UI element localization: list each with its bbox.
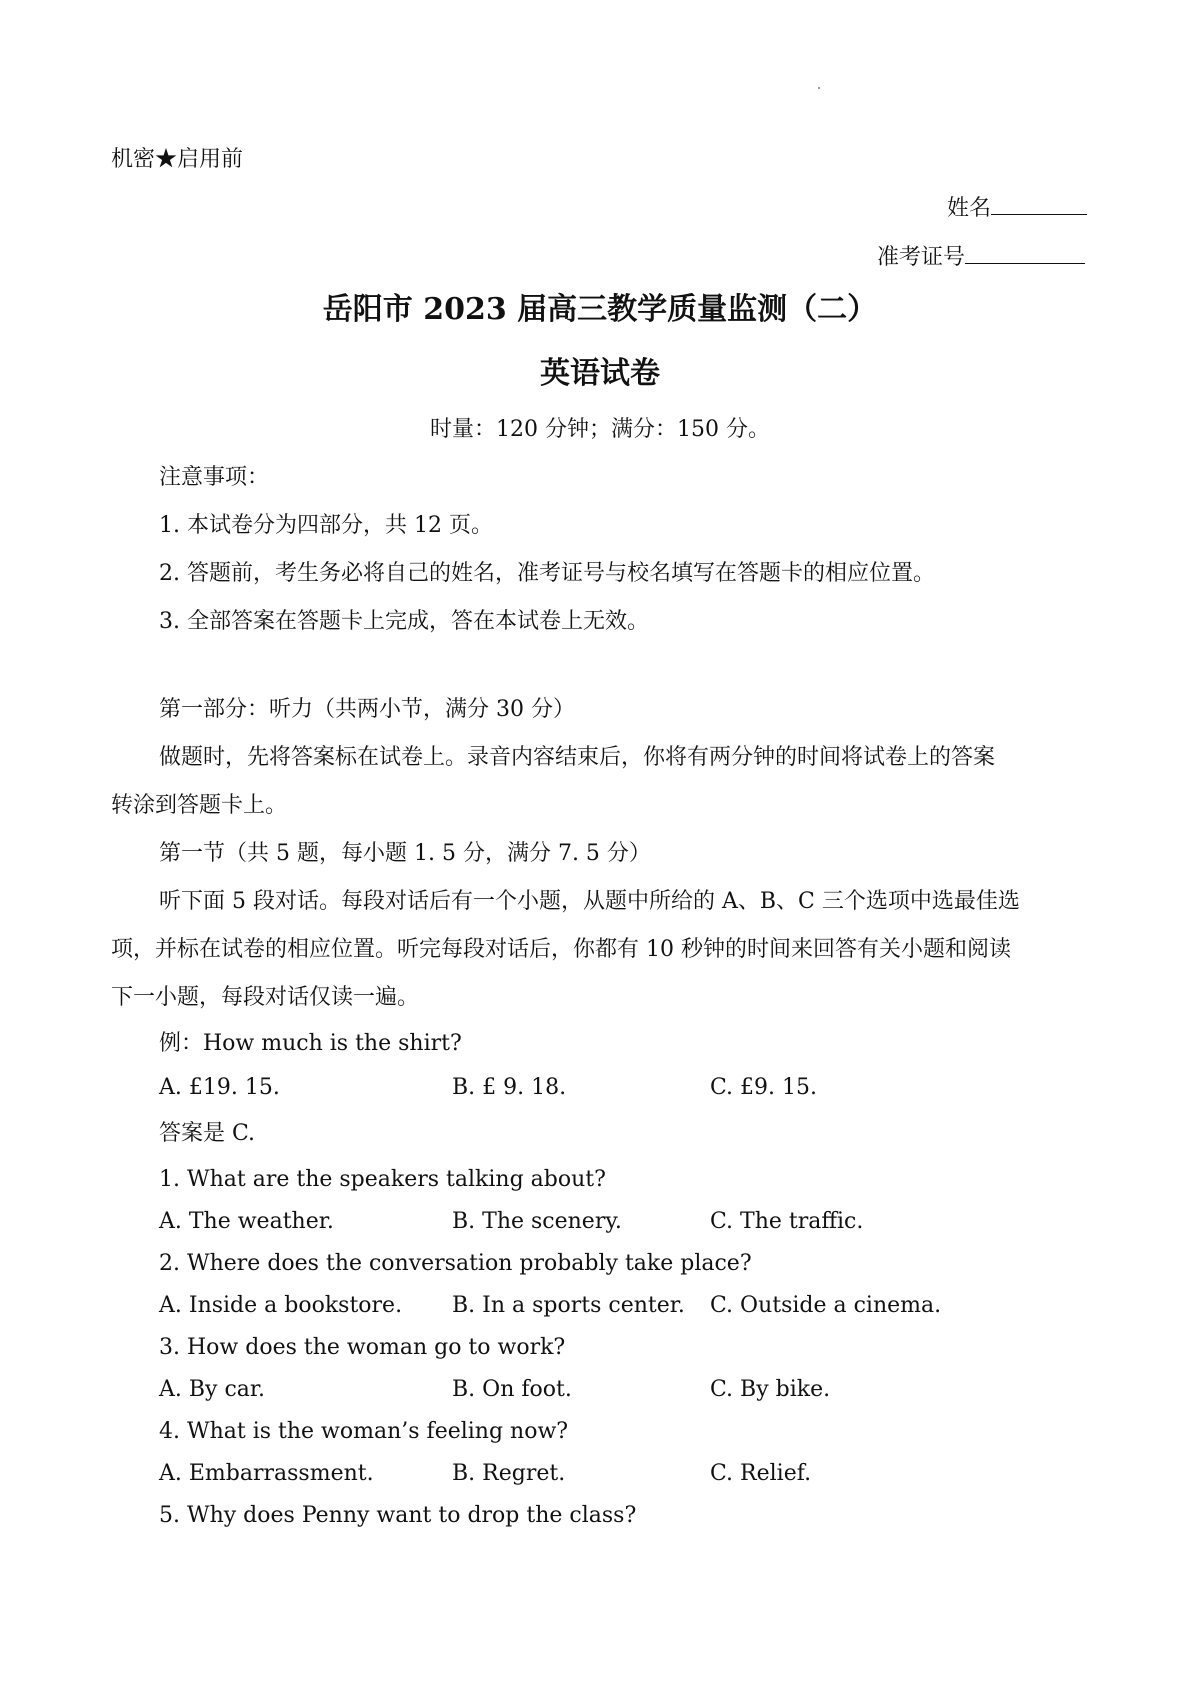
notes-heading: 注意事项： (159, 465, 270, 490)
question-4-option-c: C. Relief. (710, 1461, 812, 1486)
question-1-option-c: C. The traffic. (710, 1209, 864, 1234)
example-option-a: A. £19. 15. (159, 1075, 280, 1100)
question-1: 1. What are the speakers talking about? (159, 1167, 606, 1192)
question-3-option-b: B. On foot. (452, 1377, 572, 1402)
part1-heading: 第一部分：听力（共两小节，满分 30 分） (159, 697, 575, 722)
question-1-option-a: A. The weather. (159, 1209, 334, 1234)
note-item-3: 3. 全部答案在答题卡上完成，答在本试卷上无效。 (159, 609, 649, 634)
question-4-option-a: A. Embarrassment. (159, 1461, 374, 1486)
name-field (947, 194, 1087, 223)
question-2-option-c: C. Outside a cinema. (710, 1293, 942, 1318)
question-4-option-b: B. Regret. (452, 1461, 566, 1486)
example-answer: 答案是 C. (159, 1121, 256, 1146)
question-5: 5. Why does Penny want to drop the class? (159, 1503, 637, 1528)
section1-heading: 第一节（共 5 题，每小题 1. 5 分，满分 7. 5 分） (159, 841, 651, 866)
name-label: 姓名 (947, 196, 992, 221)
exam-number-label: 准考证号 (877, 245, 966, 270)
part1-instruction-line-1: 做题时，先将答案标在试卷上。录音内容结束后，你将有两分钟的时间将试卷上的答案 (159, 745, 996, 770)
part1-instruction-line-2: 转涂到答题卡上。 (111, 793, 288, 818)
confidential-label: 机密★启用前 (111, 147, 244, 172)
question-3: 3. How does the woman go to work? (159, 1335, 566, 1360)
time-info: 时量：120 分钟；满分：150 分。 (430, 417, 770, 442)
exam-number-field (877, 243, 1085, 272)
exam-subtitle: 英语试卷 (540, 356, 660, 391)
question-1-option-b: B. The scenery. (452, 1209, 622, 1234)
note-item-2: 2. 答题前，考生务必将自己的姓名，准考证号与校名填写在答题卡的相应位置。 (159, 561, 935, 586)
example-question: 例：How much is the shirt? (159, 1031, 462, 1056)
question-3-option-a: A. By car. (159, 1377, 265, 1402)
question-2-option-a: A. Inside a bookstore. (159, 1293, 403, 1318)
name-blank (991, 194, 1087, 215)
question-2: 2. Where does the conversation probably take place? (159, 1251, 752, 1276)
scan-speck (818, 87, 820, 89)
section1-instruction-line-3: 下一小题，每段对话仅读一遍。 (111, 985, 420, 1010)
example-option-b: B. £ 9. 18. (452, 1075, 567, 1100)
example-option-c: C. £9. 15. (710, 1075, 818, 1100)
note-item-1: 1. 本试卷分为四部分，共 12 页。 (159, 513, 493, 538)
question-4: 4. What is the woman’s feeling now? (159, 1419, 569, 1444)
exam-number-blank (965, 243, 1085, 264)
section1-instruction-line-2: 项，并标在试卷的相应位置。听完每段对话后，你都有 10 秒钟的时间来回答有关小题和阅读 (111, 937, 1011, 962)
question-2-option-b: B. In a sports center. (452, 1293, 685, 1318)
question-3-option-c: C. By bike. (710, 1377, 831, 1402)
exam-title: 岳阳市 2023 届高三教学质量监测（二） (322, 292, 878, 327)
section1-instruction-line-1: 听下面 5 段对话。每段对话后有一个小题，从题中所给的 A、B、C 三个选项中选最佳选 (159, 889, 1020, 914)
